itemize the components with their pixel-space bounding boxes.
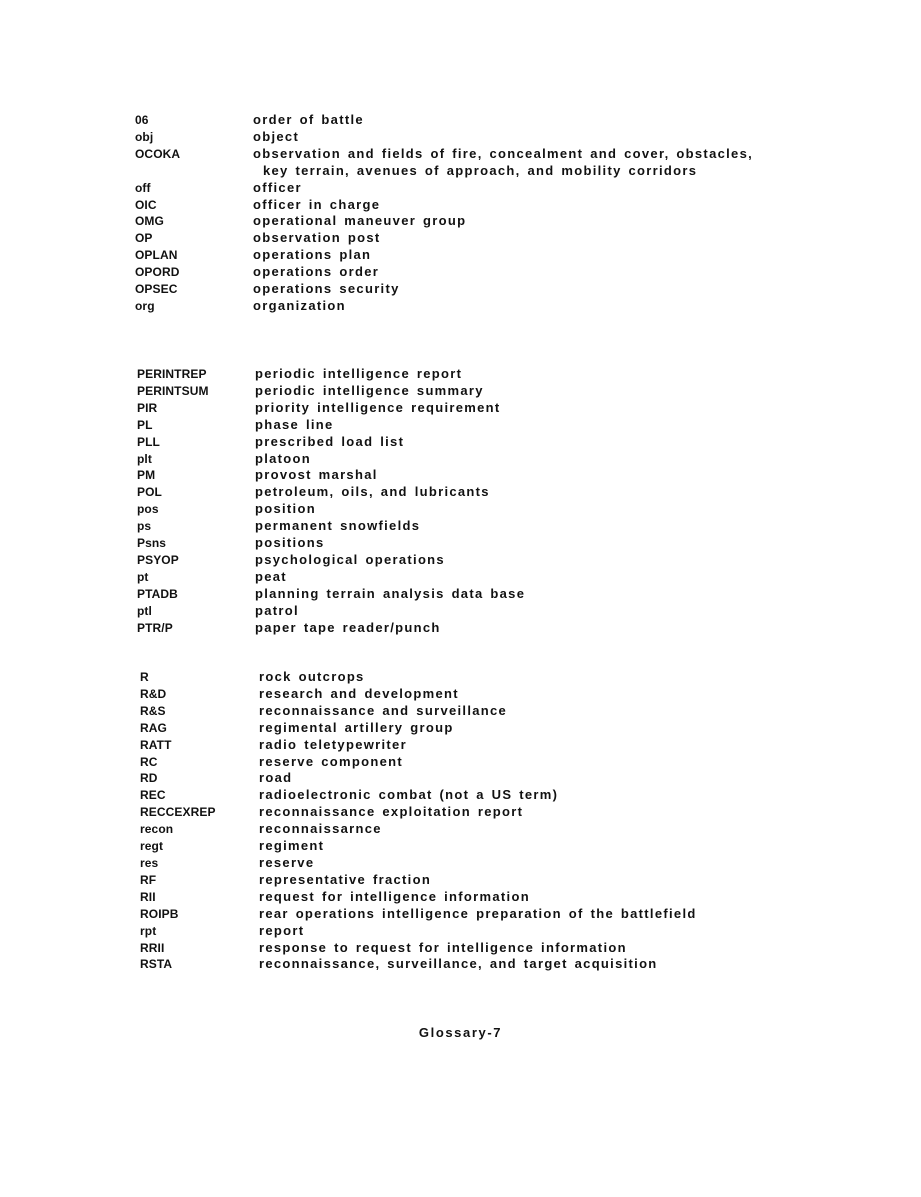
entry-abbreviation: RII [140,889,156,904]
entry-abbreviation: recon [140,822,174,837]
entry-definition: positions [255,535,325,551]
entry-abbreviation: R [140,670,149,684]
entry-abbreviation: org [135,298,155,313]
entry-definition: observation and fields of fire, concealment and cover, obstacles, key terrain, avenues of approach, and mobility corridors [253,145,754,178]
glossary-section-p [137,366,777,637]
entry-abbreviation: obj [135,129,154,144]
glossary-entry [137,451,777,468]
glossary-entry [137,603,777,620]
glossary-entry [140,956,800,973]
entry-abbreviation: POL [137,485,162,500]
entry-definition: provost marshal [255,467,378,483]
glossary-entry [137,552,777,569]
glossary-entry [137,366,777,383]
entry-abbreviation: RD [140,771,158,786]
entry-abbreviation: ROIPB [140,906,179,921]
entry-definition: phase line [255,416,334,432]
glossary-entry [140,855,800,872]
glossary-entry [140,821,800,838]
entry-definition: platoon [255,450,312,466]
glossary-entry [140,703,800,720]
glossary-entry [140,889,800,906]
entry-definition: officer in charge [253,196,381,212]
entry-abbreviation: RAG [140,720,167,735]
entry-abbreviation: ps [137,519,152,534]
entry-definition: paper tape reader/punch [255,619,441,635]
glossary-entry [140,754,800,771]
glossary-entry [140,804,800,821]
entry-definition: reserve component [259,753,404,769]
entry-definition: reconnaissance exploitation report [259,804,524,820]
glossary-entry [140,686,800,703]
entry-abbreviation: RSTA [140,957,173,972]
entry-abbreviation: PSYOP [137,552,179,567]
glossary-entry [135,281,775,298]
entry-definition: reserve [259,854,315,870]
entry-abbreviation: OMG [135,214,164,229]
entry-definition: position [255,501,316,517]
entry-definition: operations order [253,264,380,280]
entry-definition: operations plan [253,247,372,263]
page-footer-label: Glossary-7 [418,1025,503,1040]
glossary-entry [135,146,775,180]
entry-definition: operations security [253,281,400,297]
entry-definition: road [259,770,293,786]
glossary-entry [135,197,775,214]
glossary-entry [137,620,777,637]
entry-definition: periodic intelligence report [255,366,463,381]
glossary-entry [137,484,777,501]
entry-abbreviation: pt [137,569,149,584]
entry-definition: reconnaissance, surveillance, and target acquisition [259,956,658,972]
glossary-section-o [135,112,775,315]
entry-definition: reconnaissarnce [259,821,382,837]
entry-definition: representative fraction [259,871,432,887]
entry-abbreviation: OCOKA [135,146,181,161]
entry-abbreviation: PERINTSUM [137,383,209,398]
entry-definition: research and development [259,685,459,701]
glossary-entry [137,467,777,484]
entry-definition: regimental artillery group [259,719,454,735]
entry-definition: periodic intelligence summary [255,382,484,398]
entry-abbreviation: RECCEXREP [140,805,216,820]
glossary-entry [137,586,777,603]
entry-definition: organization [253,297,346,313]
entry-abbreviation: rpt [140,923,157,938]
glossary-entry [140,906,800,923]
glossary-entry [135,230,775,247]
entry-abbreviation: Psns [137,536,167,551]
entry-definition: response to request for intelligence information [259,939,627,955]
glossary-entry [140,787,800,804]
glossary-entry [140,737,800,754]
entry-abbreviation: R&D [140,686,167,701]
entry-abbreviation: 06 [135,113,149,127]
glossary-entry [140,838,800,855]
glossary-entry [135,213,775,230]
entry-abbreviation: regt [140,839,164,854]
glossary-section-r [140,669,800,973]
entry-abbreviation: res [140,855,159,870]
glossary-entry [135,298,775,315]
entry-abbreviation: PL [137,417,153,432]
entry-abbreviation: OPSEC [135,282,178,297]
glossary-entry [135,264,775,281]
entry-definition: operational maneuver group [253,213,467,229]
glossary-entry [135,112,775,129]
glossary-entry [135,247,775,264]
entry-abbreviation: OIC [135,197,157,212]
entry-definition: priority intelligence requirement [255,399,501,415]
glossary-entry [140,669,800,686]
glossary-entry [137,383,777,400]
glossary-entry [137,518,777,535]
entry-definition: planning terrain analysis data base [255,585,526,601]
entry-abbreviation: OP [135,231,153,246]
entry-definition: psychological operations [255,551,445,567]
entry-definition: radioelectronic combat (not a US term) [259,787,559,803]
entry-definition: reconnaissance and surveillance [259,702,508,718]
entry-abbreviation: REC [140,788,166,803]
entry-abbreviation: PTR/P [137,620,173,635]
glossary-entry [137,434,777,451]
entry-definition: rear operations intelligence preparation of the battlefield [259,905,697,921]
entry-abbreviation: PLL [137,434,160,449]
entry-abbreviation: RATT [140,737,172,752]
entry-abbreviation: PERINTREP [137,367,207,381]
entry-definition: officer [253,179,302,195]
glossary-entry [140,872,800,889]
glossary-entry [137,501,777,518]
entry-definition: object [253,128,300,144]
entry-definition: permanent snowfields [255,518,421,534]
glossary-entry [140,940,800,957]
entry-definition: report [259,922,305,938]
entry-abbreviation: off [135,180,151,195]
glossary-entry [137,400,777,417]
entry-definition: peat [255,568,287,584]
glossary-entry [135,180,775,197]
entry-definition: patrol [255,602,299,618]
entry-abbreviation: OPORD [135,265,180,280]
entry-abbreviation: OPLAN [135,248,178,263]
entry-abbreviation: RRII [140,940,165,955]
glossary-entry [140,770,800,787]
entry-definition: petroleum, oils, and lubricants [255,484,490,500]
entry-definition: order of battle [253,112,364,127]
entry-abbreviation: PTADB [137,586,178,601]
glossary-entry [137,569,777,586]
entry-definition: regiment [259,838,325,854]
glossary-entry [135,129,775,146]
entry-definition: observation post [253,230,381,246]
glossary-entry [137,535,777,552]
entry-definition: prescribed load list [255,433,405,449]
entry-definition: rock outcrops [259,669,365,684]
entry-abbreviation: RC [140,754,158,769]
entry-abbreviation: R&S [140,703,166,718]
entry-abbreviation: pos [137,502,159,517]
entry-abbreviation: RF [140,872,157,887]
glossary-entry [140,720,800,737]
glossary-entry [140,923,800,940]
entry-abbreviation: plt [137,451,152,466]
entry-abbreviation: ptl [137,603,152,618]
entry-definition: radio teletypewriter [259,736,407,752]
glossary-entry [137,417,777,434]
entry-abbreviation: PM [137,468,156,483]
entry-abbreviation: PIR [137,400,158,415]
entry-definition: request for intelligence information [259,888,530,904]
